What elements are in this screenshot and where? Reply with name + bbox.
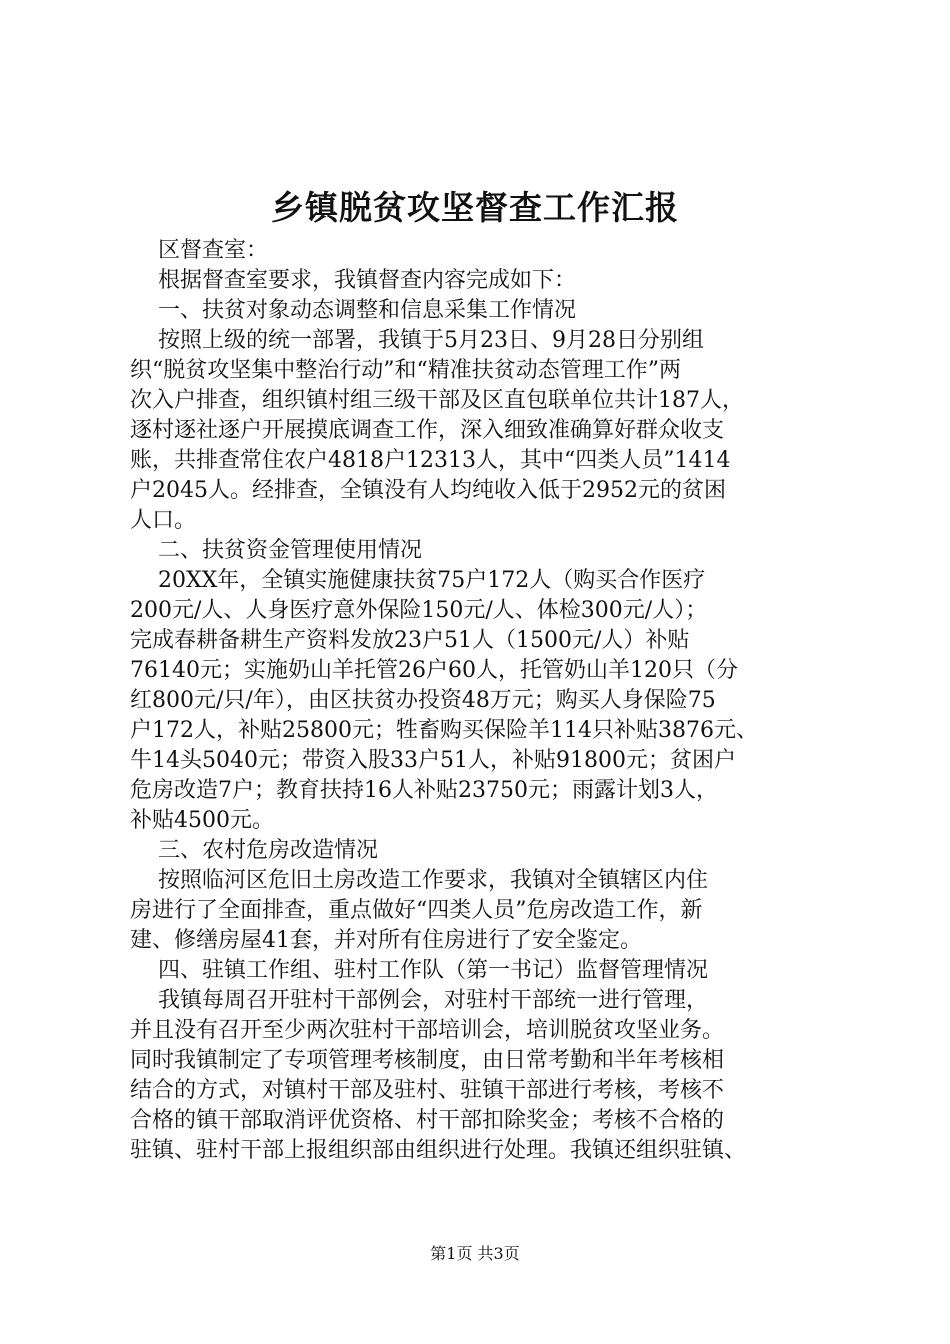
document-title: 乡镇脱贫攻坚督查工作汇报 xyxy=(271,188,679,227)
body-line: 合格的镇干部取消评优资格、村干部扣除奖金；考核不合格的 xyxy=(130,1108,725,1133)
body-line: 同时我镇制定了专项管理考核制度，由日常考勤和半年考核相 xyxy=(130,1048,725,1073)
body-line: 一、扶贫对象动态调整和信息采集工作情况 xyxy=(130,298,576,323)
body-line: 驻镇、驻村干部上报组织部由组织进行处理。我镇还组织驻镇、 xyxy=(130,1138,747,1163)
body-line: 76140元；实施奶山羊托管26户60人，托管奶山羊120只（分 xyxy=(130,658,738,683)
body-line: 房进行了全面排查，重点做好“四类人员”危房改造工作，新 xyxy=(130,898,703,923)
page-footer: 第1页 共3页 xyxy=(430,1244,520,1263)
body-line: 补贴4500元。 xyxy=(130,808,274,833)
body-line: 四、驻镇工作组、驻村工作队（第一书记）监督管理情况 xyxy=(130,958,708,983)
body-line: 建、修缮房屋41套，并对所有住房进行了安全鉴定。 xyxy=(130,928,642,953)
body-line: 账，共排查常住农户4818户12313人，其中“四类人员”1414 xyxy=(130,448,731,473)
body-line: 200元/人、人身医疗意外保险150元/人、体检300元/人）； xyxy=(130,598,708,623)
body-line: 按照临河区危旧土房改造工作要求，我镇对全镇辖区内住 xyxy=(130,868,708,893)
body-line: 户2045人。经排查，全镇没有人均纯收入低于2952元的贫困 xyxy=(130,478,726,503)
body-line: 根据督查室要求，我镇督查内容完成如下： xyxy=(130,268,576,293)
body-line: 三、农村危房改造情况 xyxy=(130,838,378,863)
body-line: 按照上级的统一部署，我镇于5月23日、9月28日分别组 xyxy=(130,328,704,353)
body-line: 牛14头5040元；带资入股33户51人，补贴91800元；贫困户 xyxy=(130,748,736,773)
body-line: 20XX年，全镇实施健康扶贫75户172人（购买合作医疗 xyxy=(130,568,706,593)
body-line: 危房改造7户；教育扶持16人补贴23750元；雨露计划3人， xyxy=(130,778,718,803)
body-line: 二、扶贫资金管理使用情况 xyxy=(130,538,422,563)
body-line: 红800元/只/年），由区扶贫办投资48万元；购买人身保险75 xyxy=(130,688,716,713)
body-line: 区督查室： xyxy=(130,238,268,263)
body-line: 完成春耕备耕生产资料发放23户51人（1500元/人）补贴 xyxy=(130,628,690,653)
body-line: 织“脱贫攻坚集中整治行动”和“精准扶贫动态管理工作”两 xyxy=(130,358,681,383)
body-line: 逐村逐社逐户开展摸底调查工作，深入细致准确算好群众收支 xyxy=(130,418,725,443)
body-line: 人口。 xyxy=(130,508,197,533)
document-body xyxy=(130,236,824,1166)
body-line: 次入户排查，组织镇村组三级干部及区直包联单位共计187人， xyxy=(130,388,744,413)
body-line: 我镇每周召开驻村干部例会，对驻村干部统一进行管理， xyxy=(130,988,708,1013)
body-line: 结合的方式，对镇村干部及驻村、驻镇干部进行考核，考核不 xyxy=(130,1078,725,1103)
body-line: 户172人，补贴25800元；牲畜购买保险羊114只补贴3876元、 xyxy=(130,718,758,743)
body-line: 并且没有召开至少两次驻村干部培训会，培训脱贫攻坚业务。 xyxy=(130,1018,725,1043)
